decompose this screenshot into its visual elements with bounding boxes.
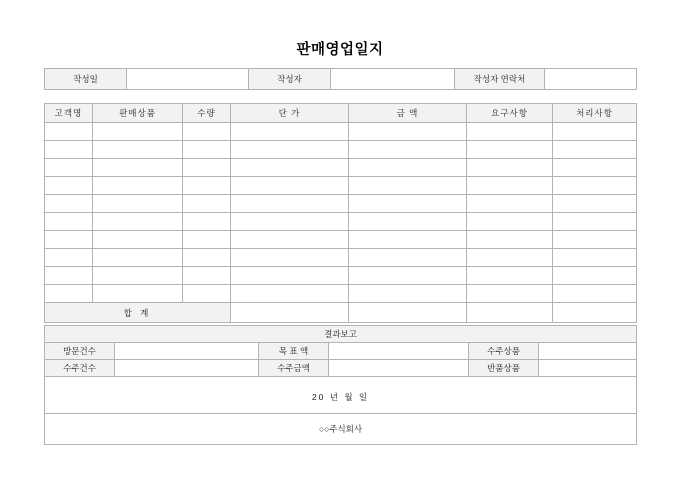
cell-product[interactable] <box>93 213 183 231</box>
table-row <box>45 249 637 267</box>
signature-company-line: ○○주식회사 <box>45 414 637 445</box>
label-author-contact: 작성자 연락처 <box>455 69 545 90</box>
cell-amount[interactable] <box>349 159 467 177</box>
cell-amount[interactable] <box>349 249 467 267</box>
section-title-result-report: 결과보고 <box>45 326 637 343</box>
cell-product[interactable] <box>93 123 183 141</box>
cell-handling[interactable] <box>553 141 637 159</box>
result-report-table <box>44 325 637 445</box>
cell-request[interactable] <box>467 159 553 177</box>
cell-amount[interactable] <box>349 231 467 249</box>
page-title: 판매영업일지 <box>296 42 384 58</box>
table-row <box>45 123 637 141</box>
label-created-date: 작성일 <box>45 69 127 90</box>
cell-product[interactable] <box>93 267 183 285</box>
cell-product[interactable] <box>93 195 183 213</box>
field-order-amount[interactable] <box>329 360 469 377</box>
cell-amount[interactable] <box>349 285 467 303</box>
cell-customer[interactable] <box>45 213 93 231</box>
cell-handling[interactable] <box>553 159 637 177</box>
cell-quantity[interactable] <box>183 123 231 141</box>
cell-customer[interactable] <box>45 141 93 159</box>
sales-items-table <box>44 103 637 323</box>
table-row <box>45 213 637 231</box>
table-row <box>45 159 637 177</box>
field-order-count[interactable] <box>115 360 259 377</box>
table-row <box>45 69 637 90</box>
cell-handling[interactable] <box>553 195 637 213</box>
cell-handling[interactable] <box>553 267 637 285</box>
label-visit-count: 방문건수 <box>45 343 115 360</box>
column-header-customer: 고객명 <box>45 104 93 123</box>
cell-unit-price[interactable] <box>231 141 349 159</box>
table-total-row <box>45 303 637 323</box>
cell-unit-price[interactable] <box>231 159 349 177</box>
cell-customer[interactable] <box>45 177 93 195</box>
cell-quantity[interactable] <box>183 231 231 249</box>
cell-amount[interactable] <box>349 123 467 141</box>
cell-handling[interactable] <box>553 123 637 141</box>
cell-amount[interactable] <box>349 177 467 195</box>
field-target-amount[interactable] <box>329 343 469 360</box>
cell-quantity[interactable] <box>183 285 231 303</box>
cell-customer[interactable] <box>45 195 93 213</box>
table-row <box>45 141 637 159</box>
cell-handling[interactable] <box>553 231 637 249</box>
signature-date-line: 20 년 월 일 <box>45 377 637 414</box>
cell-product[interactable] <box>93 159 183 177</box>
column-header-quantity: 수량 <box>183 104 231 123</box>
cell-quantity[interactable] <box>183 267 231 285</box>
cell-request[interactable] <box>467 141 553 159</box>
cell-request[interactable] <box>467 267 553 285</box>
cell-unit-price[interactable] <box>231 285 349 303</box>
cell-handling[interactable] <box>553 249 637 267</box>
field-author[interactable] <box>331 69 455 90</box>
label-target-amount: 목 표 액 <box>259 343 329 360</box>
cell-amount[interactable] <box>349 141 467 159</box>
cell-customer[interactable] <box>45 231 93 249</box>
field-returned-product[interactable] <box>539 360 637 377</box>
cell-request[interactable] <box>467 249 553 267</box>
table-row <box>45 360 637 377</box>
column-header-product: 판매상품 <box>93 104 183 123</box>
label-ordered-product: 수주상품 <box>469 343 539 360</box>
cell-quantity[interactable] <box>183 213 231 231</box>
table-row <box>45 285 637 303</box>
total-handling[interactable] <box>553 303 637 323</box>
cell-quantity[interactable] <box>183 177 231 195</box>
cell-unit-price[interactable] <box>231 177 349 195</box>
cell-amount[interactable] <box>349 213 467 231</box>
field-author-contact[interactable] <box>545 69 637 90</box>
total-request[interactable] <box>467 303 553 323</box>
label-total: 합 계 <box>45 303 231 323</box>
cell-product[interactable] <box>93 285 183 303</box>
column-header-amount: 금 액 <box>349 104 467 123</box>
cell-request[interactable] <box>467 123 553 141</box>
cell-quantity[interactable] <box>183 249 231 267</box>
label-author: 작성자 <box>249 69 331 90</box>
table-row <box>45 343 637 360</box>
cell-amount[interactable] <box>349 195 467 213</box>
column-header-request: 요구사항 <box>467 104 553 123</box>
label-order-amount: 수주금액 <box>259 360 329 377</box>
cell-handling[interactable] <box>553 177 637 195</box>
label-returned-product: 반품상품 <box>469 360 539 377</box>
cell-product[interactable] <box>93 231 183 249</box>
cell-quantity[interactable] <box>183 195 231 213</box>
cell-request[interactable] <box>467 213 553 231</box>
field-visit-count[interactable] <box>115 343 259 360</box>
cell-amount[interactable] <box>349 267 467 285</box>
header-info-table <box>44 68 637 90</box>
cell-customer[interactable] <box>45 285 93 303</box>
label-order-count: 수주건수 <box>45 360 115 377</box>
column-header-unit-price: 단 가 <box>231 104 349 123</box>
table-row <box>45 267 637 285</box>
cell-unit-price[interactable] <box>231 249 349 267</box>
cell-handling[interactable] <box>553 213 637 231</box>
table-row <box>45 195 637 213</box>
cell-customer[interactable] <box>45 267 93 285</box>
cell-unit-price[interactable] <box>231 231 349 249</box>
table-row <box>45 326 637 343</box>
field-ordered-product[interactable] <box>539 343 637 360</box>
table-row <box>45 231 637 249</box>
cell-customer[interactable] <box>45 159 93 177</box>
cell-quantity[interactable] <box>183 159 231 177</box>
table-row <box>45 414 637 445</box>
total-amount[interactable] <box>349 303 467 323</box>
cell-product[interactable] <box>93 141 183 159</box>
cell-product[interactable] <box>93 249 183 267</box>
cell-request[interactable] <box>467 285 553 303</box>
cell-customer[interactable] <box>45 249 93 267</box>
column-header-handling: 처리사항 <box>553 104 637 123</box>
cell-unit-price[interactable] <box>231 213 349 231</box>
cell-request[interactable] <box>467 231 553 249</box>
cell-unit-price[interactable] <box>231 195 349 213</box>
cell-request[interactable] <box>467 177 553 195</box>
table-row <box>45 377 637 414</box>
cell-request[interactable] <box>467 195 553 213</box>
table-header-row <box>45 104 637 123</box>
total-unit-price[interactable] <box>231 303 349 323</box>
cell-unit-price[interactable] <box>231 123 349 141</box>
cell-handling[interactable] <box>553 285 637 303</box>
cell-product[interactable] <box>93 177 183 195</box>
field-created-date[interactable] <box>127 69 249 90</box>
cell-quantity[interactable] <box>183 141 231 159</box>
table-row <box>45 177 637 195</box>
cell-unit-price[interactable] <box>231 267 349 285</box>
cell-customer[interactable] <box>45 123 93 141</box>
